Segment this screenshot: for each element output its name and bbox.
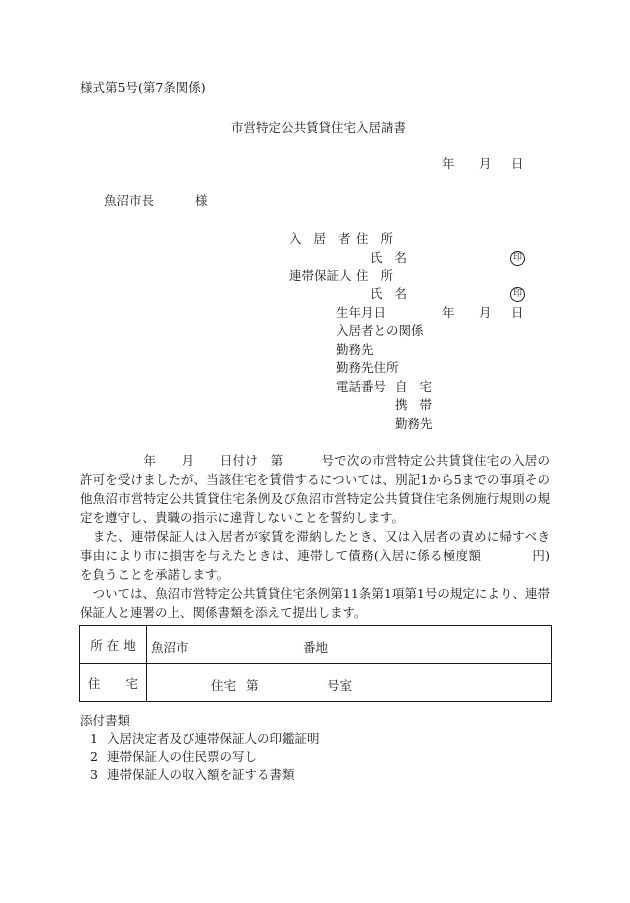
guarantor-seal-mark: 印: [510, 287, 525, 302]
housing-label: 住 宅: [80, 664, 147, 702]
birth-month: 月: [479, 305, 492, 320]
birth-year: 年: [442, 305, 455, 320]
phone-label: 電話番号: [336, 379, 387, 394]
guarantor-name-label: 氏 名: [370, 286, 411, 301]
attachment-number: 2: [90, 749, 98, 764]
location-label: 所 在 地: [80, 626, 147, 664]
phone-home-label: 自 宅: [395, 379, 436, 394]
relation-label: 入居者との関係: [336, 323, 424, 338]
pledge-paragraph: 年 月 日付け 第 号で次の市営特定公共賃貸住宅の入居の許可を受けましたが、当該住宅を賃借するについては、別記1から5までの事項その他魚沼市営特定公共賃貸住宅条例及び魚沼市営特定公共賃貸住宅条例施行規則の規定を遵守し、貴職の指示に違背しないことを誓約します。: [80, 453, 550, 525]
guarantor-label: 連帯保証人: [289, 268, 352, 283]
page-title: 市営特定公共賃貸住宅入居請書: [231, 120, 407, 135]
addressee: 魚沼市長: [104, 193, 155, 208]
submission-paragraph: ついては、魚沼市営特定公共賃貸住宅条例第11条第1項第1号の規定により、連帯保証人と連署の上、関係書類を添えて提出します。: [80, 586, 550, 620]
date-month: 月: [479, 156, 492, 171]
housing-value-cell: [147, 664, 552, 702]
location-value-cell: [147, 626, 552, 664]
housing-dai: 第: [246, 678, 259, 693]
birth-date-label: 生年月日: [336, 305, 387, 320]
resident-name-label: 氏 名: [370, 250, 411, 265]
resident-label: 入 居 者: [289, 231, 355, 246]
attachment-number: 3: [90, 767, 98, 782]
guarantor-liability-paragraph: また、連帯保証人は入居者が家賃を滞納したとき、又は入居者の責めに帰すべき事由により市に損害を与えたときは、連帯して債務(入居に係る極度額 円)を負うことを承諾します。: [80, 529, 550, 582]
date-day: 日: [511, 156, 524, 171]
phone-mobile-label: 携 帯: [395, 397, 436, 412]
phone-work-label: 勤務先: [395, 416, 433, 431]
location-banchi: 番地: [303, 640, 329, 655]
workplace-label: 勤務先: [336, 342, 374, 357]
resident-seal-mark: 印: [510, 251, 525, 266]
housing-info-table: [79, 625, 552, 702]
attachment-item: 連帯保証人の収入額を証する書類: [107, 767, 295, 782]
guarantor-address-label: 住 所: [356, 268, 397, 283]
honorific: 様: [195, 193, 208, 208]
date-year: 年: [442, 156, 455, 171]
location-city: 魚沼市: [151, 640, 189, 655]
workplace-address-label: 勤務先住所: [336, 360, 399, 375]
housing-room: 号室: [327, 678, 353, 693]
table-row: [80, 664, 552, 702]
attachment-number: 1: [90, 731, 98, 746]
attachments-heading: 添付書類: [80, 713, 131, 728]
table-row: [80, 626, 552, 664]
attachment-item: 連帯保証人の住民票の写し: [107, 749, 258, 764]
housing-jutaku: 住宅: [211, 678, 237, 693]
form-number: 様式第5号(第7条関係): [80, 80, 206, 95]
attachment-item: 入居決定者及び連帯保証人の印鑑証明: [107, 731, 320, 746]
birth-day: 日: [511, 305, 524, 320]
resident-address-label: 住 所: [356, 231, 397, 246]
